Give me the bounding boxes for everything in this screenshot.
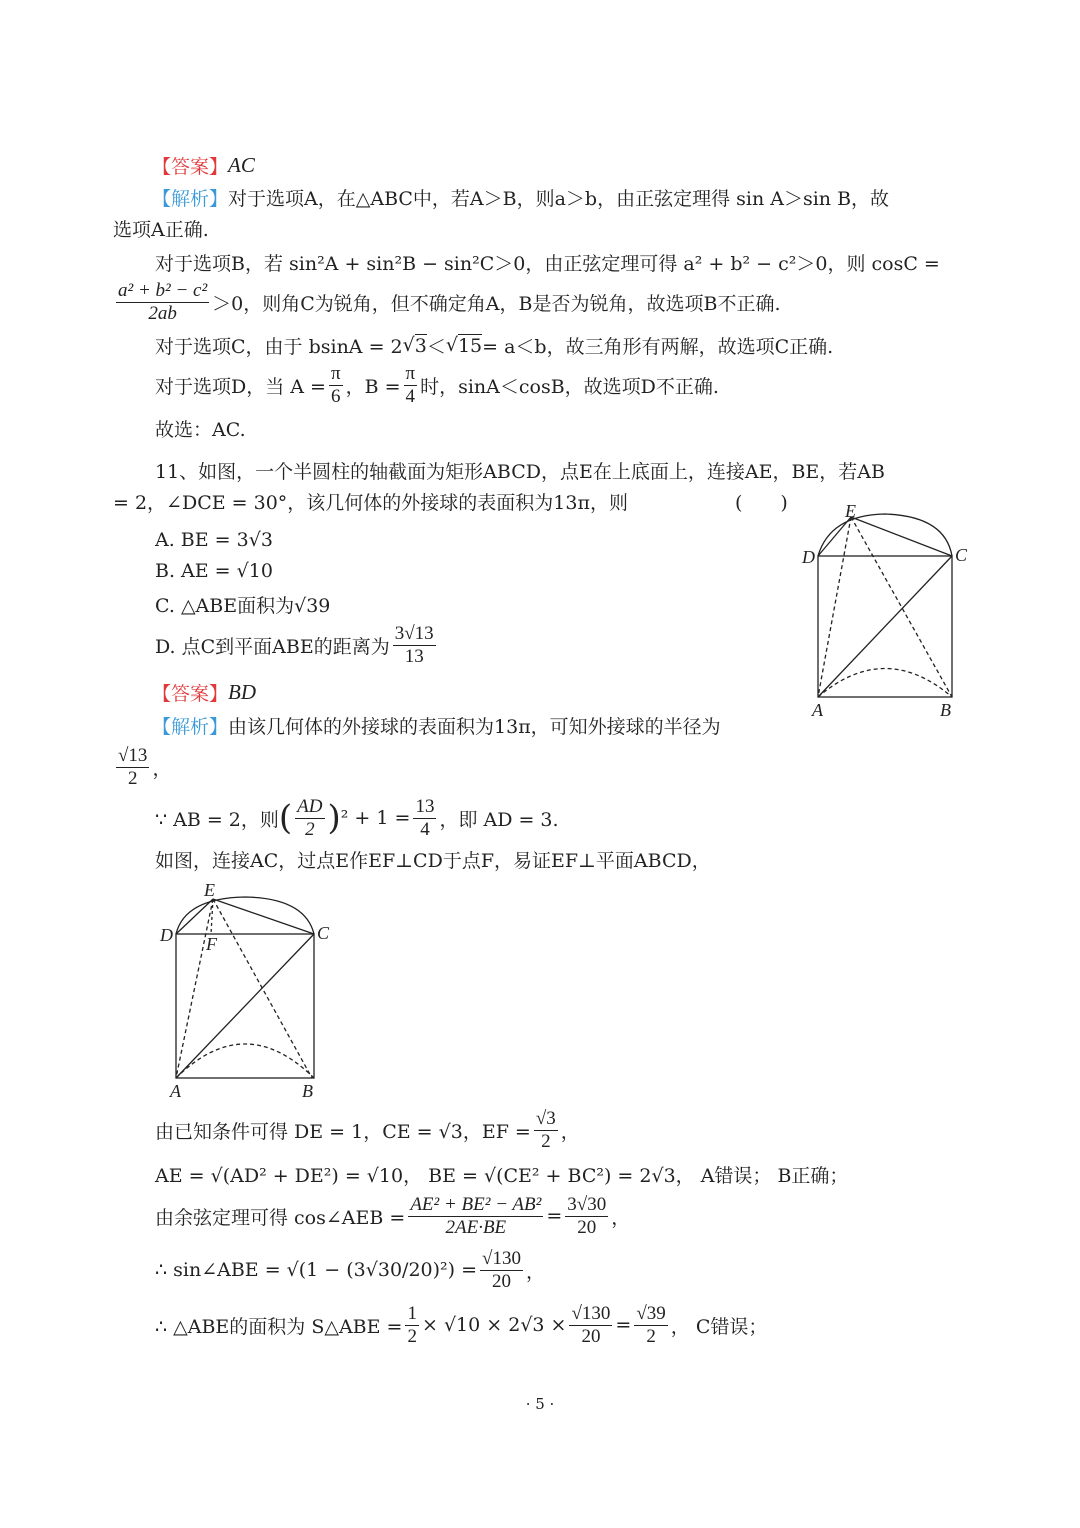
denominator: 2ab [148,302,177,324]
numerator: 3√30 [567,1193,607,1215]
text: 对于选项D，当 A = [155,375,326,398]
denominator: 20 [577,1216,597,1238]
text: = a＜b，故三角形有两解，故选项C正确. [482,335,834,358]
text: 由余弦定理可得 cos∠AEB = [155,1206,406,1229]
text: = 2，∠DCE = 30°，该几何体的外接球的表面积为13π，则 [113,491,628,514]
text: ＞0，则角C为锐角，但不确定角A，B是否为锐角，故选项B不正确. [212,292,781,315]
analysis-10-line5: 对于选项C，由于 bsinA = 2 √ 3 ＜ √ 15 = a＜b，故三角形有两解，故选项C正确. [155,328,833,362]
analysis-11-line5 [155,1107,580,1152]
label-b: B [940,700,951,720]
question-11-stem1 [155,453,885,487]
option-c [155,587,330,621]
option-b [155,554,273,588]
text: ， [152,757,172,780]
fraction [634,1303,667,1348]
analysis-11-line2 [113,744,172,789]
radicand: 15 [457,334,483,357]
answer-paren [735,484,788,518]
text: 如图，连接AC，过点E作EF⊥CD于点F，易证EF⊥平面ABCD， [155,849,711,872]
answer-label: 【答案】 [152,155,229,178]
text: ( ) [735,491,788,514]
analysis-10-line1 [152,180,889,214]
text: 故选：AC. [155,418,246,441]
analysis-10-line3 [155,245,940,279]
analysis-11-line8 [155,1247,545,1292]
numerator: AD [297,795,323,817]
text: ² + 1 = [340,807,411,829]
text: AE = √(AD² + DE²) = √10， BE = √(CE² + BC²) = 2√3， A错误； B正确； [155,1164,849,1187]
numerator: √13 [118,744,148,766]
option-a [155,523,273,557]
analysis-11-line3 [155,795,559,840]
text: 对于选项B，若 sin²A + sin²B − sin²C＞0，由正弦定理可得 a² + b² − c²＞0，则 cosC = [155,252,940,275]
text: = [546,1205,563,1227]
fraction [393,623,436,668]
label-a: A [170,1081,181,1101]
denominator: 2 [407,1325,417,1347]
fraction [408,1194,543,1239]
text: B. AE = √10 [155,560,273,582]
analysis-10-line2 [113,211,209,245]
fraction [534,1108,558,1153]
answer-label: 【答案】 [152,682,229,705]
numerator: 1 [407,1302,417,1324]
label-d: D [802,547,815,567]
answer-10 [152,148,255,182]
denominator: 20 [492,1270,512,1292]
analysis-11-line9 [155,1302,768,1347]
paren: ) [327,798,341,838]
numerator: √130 [482,1247,521,1269]
numerator: π [405,362,416,384]
text: ， [611,1206,631,1229]
fraction [565,1194,608,1239]
text: ∵ AB = 2，则 [155,808,279,831]
analysis-10-line4 [113,279,781,324]
analysis-11-line6 [155,1157,848,1191]
analysis-label: 【解析】 [152,187,229,210]
text: 对于选项C，由于 bsinA = 2 [155,335,403,358]
label-e: E [845,501,856,521]
denominator: 2AE·BE [445,1216,507,1238]
text: ，B = [345,375,401,398]
text: ， C错误； [670,1315,768,1338]
page-number: · 5 · [525,1395,555,1413]
question-11-stem2 [113,484,628,518]
denominator: 2 [646,1325,656,1347]
text: 由已知条件可得 DE = 1，CE = √3，EF = [155,1120,531,1143]
text: 选项A正确. [113,218,209,241]
fraction [569,1303,612,1348]
label-d: D [160,925,173,945]
label-e: E [204,880,215,900]
denominator: 4 [420,818,430,840]
text: ∴ sin∠ABE = √(1 − (3√30/20)²) = [155,1259,478,1281]
denominator: 6 [331,385,341,407]
numerator: 3√13 [394,622,434,644]
radicand: 3 [414,334,427,357]
text: 11、如图，一个半圆柱的轴截面为矩形ABCD，点E在上底面上，连接AE，BE，若AB [155,460,885,483]
numerator: √39 [636,1302,666,1324]
denominator: 20 [581,1325,601,1347]
half-cylinder-figure-2 [150,875,340,1105]
fraction [295,796,324,841]
text: ， [560,1120,580,1143]
text: 由该几何体的外接球的表面积为13π，可知外接球的半径为 [228,715,721,738]
numerator: π [330,362,341,384]
denominator: 2 [127,767,138,789]
numerator: 13 [415,795,435,817]
analysis-11-line7 [155,1193,631,1238]
text: ，即 AD = 3. [439,808,559,831]
analysis-10-line6 [155,362,719,407]
text: ， [525,1260,545,1283]
denominator: 2 [541,1130,551,1152]
fraction [405,1303,419,1348]
answer-value: BD [228,679,257,704]
fraction [329,363,343,408]
fraction [116,745,149,790]
answer-11 [152,675,256,709]
text: A. BE = 3√3 [155,529,273,551]
text: 时，sinA＜cosB，故选项D不正确. [420,375,719,398]
numerator: a² + b² − c² [118,279,208,301]
numerator: √130 [571,1302,611,1324]
analysis-label: 【解析】 [152,715,229,738]
answer-value: AC [228,152,255,177]
numerator: √3 [535,1107,556,1129]
text: ＜ [426,335,446,358]
fraction [480,1248,523,1293]
text: 对于选项A，在△ABC中，若A＞B，则a＞b，由正弦定理得 sin A＞sin B，故 [228,187,890,210]
fraction [404,363,418,408]
half-cylinder-figure-1 [790,495,980,725]
analysis-11-line4 [155,842,711,876]
numerator: AE² + BE² − AB² [410,1193,542,1215]
paren: ( [278,798,293,838]
label-a: A [812,700,823,720]
denominator: 13 [404,645,424,667]
text: C. △ABE面积为√39 [155,594,331,617]
analysis-10-line7 [155,411,246,445]
text: D. 点C到平面ABE的距离为 [155,635,390,658]
text: ∴ △ABE的面积为 S△ABE = [155,1315,403,1338]
label-b: B [302,1081,313,1101]
fraction [413,796,436,841]
denominator: 2 [305,818,315,840]
label-f: F [206,934,217,954]
label-c: C [955,545,968,565]
option-d [155,622,439,667]
label-c: C [317,923,330,943]
text: = [615,1314,632,1336]
denominator: 4 [405,385,416,407]
analysis-11-line1 [152,708,721,742]
fraction [116,280,209,325]
text: × √10 × 2√3 × [421,1314,567,1336]
